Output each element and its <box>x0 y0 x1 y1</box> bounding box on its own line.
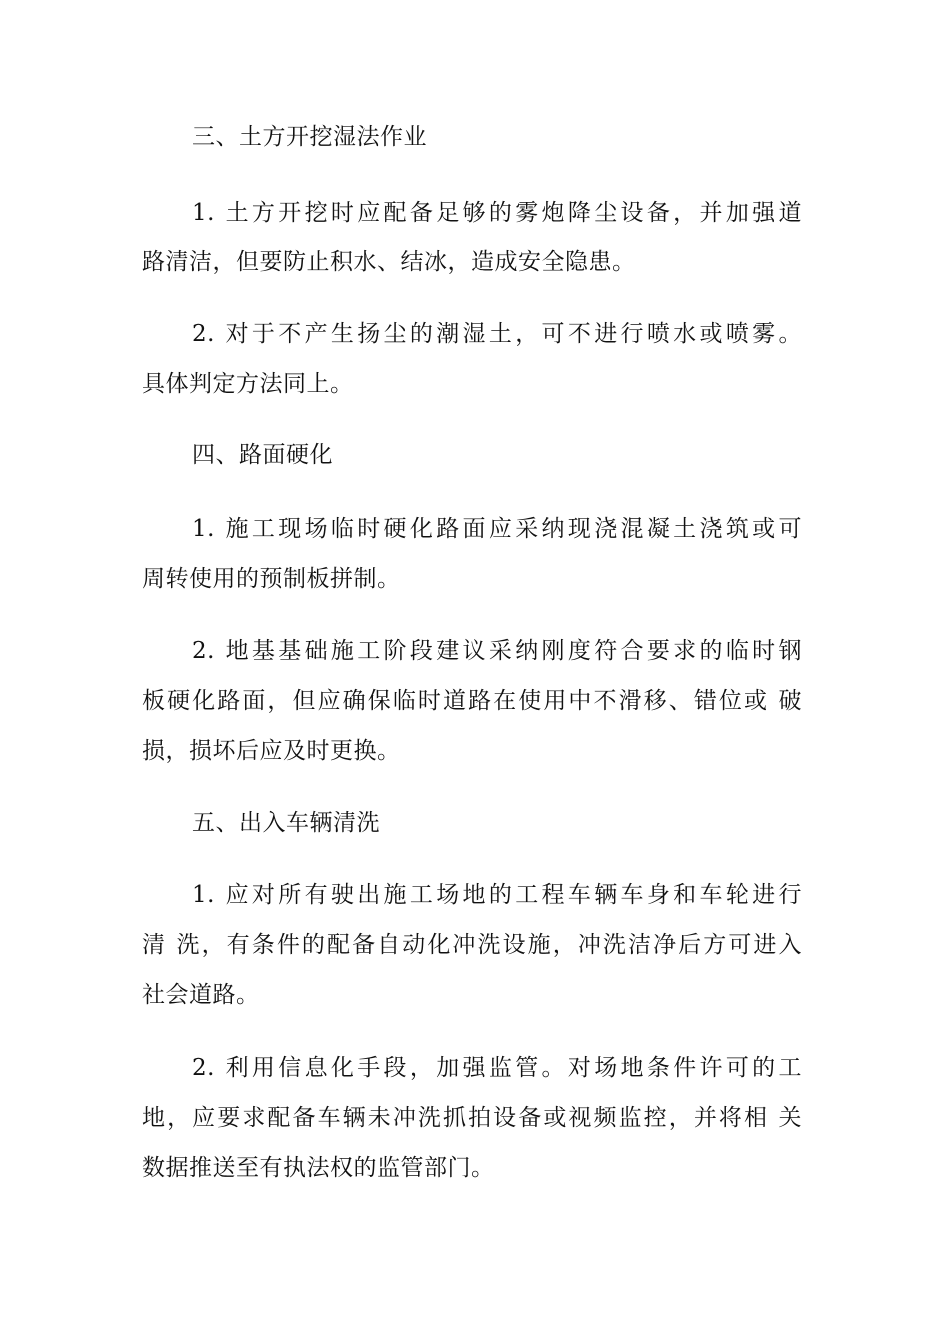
paragraph-line: 数据推送至有执法权的监管部门。 <box>142 1155 495 1181</box>
paragraph-line: 具体判定方法同上。 <box>142 371 354 397</box>
paragraph-line: 路清洁，但要防止积水、结冰，造成安全隐患。 <box>142 249 636 275</box>
paragraph-line: 2. 地基基础施工阶段建议采纳刚度符合要求的临时钢 <box>192 638 802 664</box>
paragraph-line: 清 洗，有条件的配备自动化冲洗设施，冲洗洁净后方可进入 <box>142 932 802 958</box>
paragraph-line: 2. 利用信息化手段，加强监管。对场地条件许可的工 <box>192 1055 802 1081</box>
paragraph-line: 2. 对于不产生扬尘的潮湿土，可不进行喷水或喷雾。 <box>192 321 802 347</box>
paragraph-line: 1. 土方开挖时应配备足够的雾炮降尘设备，并加强道 <box>192 200 802 226</box>
paragraph-line: 1. 应对所有驶出施工场地的工程车辆车身和车轮进行 <box>192 882 802 908</box>
paragraph-line: 地，应要求配备车辆未冲洗抓拍设备或视频监控，并将相 关 <box>142 1105 802 1131</box>
section-heading: 五、出入车辆清洗 <box>192 810 380 836</box>
paragraph-line: 社会道路。 <box>142 982 260 1008</box>
paragraph-line: 损，损坏后应及时更换。 <box>142 738 401 764</box>
paragraph-line: 板硬化路面，但应确保临时道路在使用中不滑移、错位或 破 <box>142 688 802 714</box>
paragraph-line: 周转使用的预制板拼制。 <box>142 566 401 592</box>
section-heading: 四、路面硬化 <box>192 442 333 468</box>
section-heading: 三、土方开挖湿法作业 <box>192 124 427 150</box>
paragraph-line: 1. 施工现场临时硬化路面应采纳现浇混凝土浇筑或可 <box>192 516 802 542</box>
